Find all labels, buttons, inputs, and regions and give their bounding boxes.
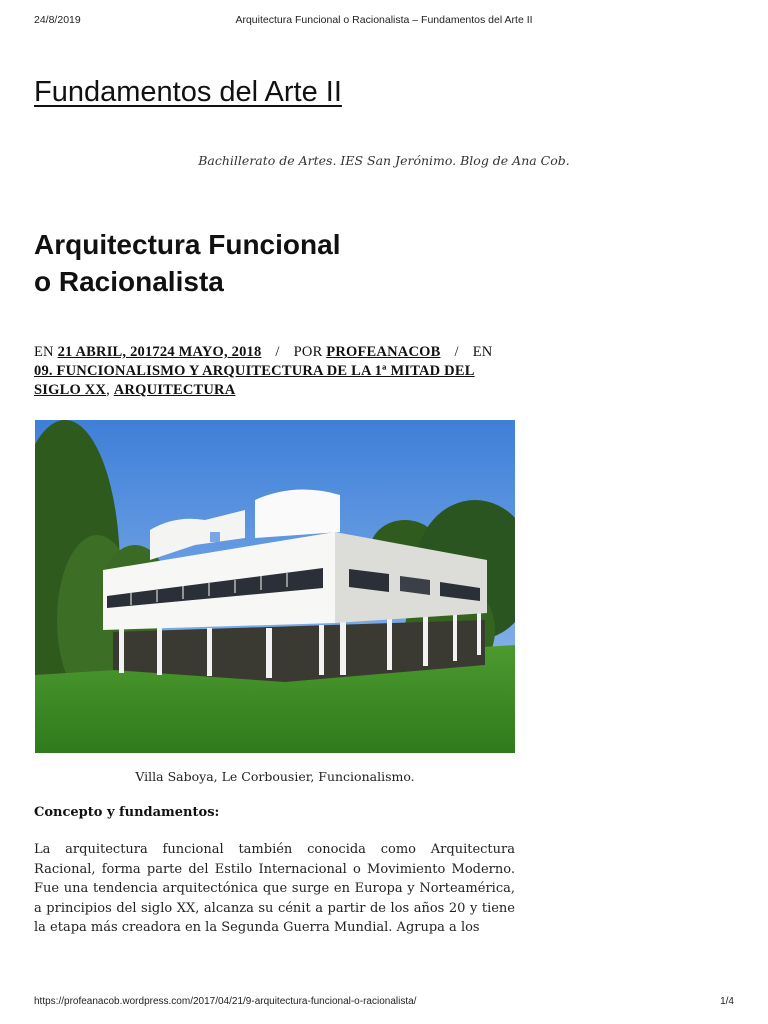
villa-savoye-illustration [35,420,515,753]
site-title-link[interactable]: Fundamentos del Arte II [34,76,342,108]
post-title [34,226,514,300]
post-title-line-1: Arquitectura Funcional [34,229,341,260]
meta-separator: / [454,344,459,360]
body-paragraph: La arquitectura funcional también conocida como Arquitectura Racional, forma parte del Estilo Internacional o Movimiento Moderno. Fue una tendencia arquitectónica que surge en Europa y Norteamérica, a principios del siglo XX, alcanza su cénit a partir de los años 20 y tiene la etapa más creadora en la Segunda Guerra Mundial. Agrupa a los [34,842,515,935]
meta-en-label: EN [34,344,54,360]
print-page-title: Arquitectura Funcional o Racionalista – Fundamentos del Arte II [235,14,533,26]
category-link-arquitectura[interactable]: ARQUITECTURA [113,382,236,398]
category-link-funcionalismo[interactable]: 09. FUNCIONALISMO Y ARQUITECTURA DE LA 1ª MITAD DEL SIGLO XX [34,363,475,398]
print-url: https://profeanacob.wordpress.com/2017/04/21/9-arquitectura-funcional-o-racionalista/ [34,996,417,1007]
print-footer [34,996,734,1012]
author-link[interactable]: PROFEANACOB [326,344,441,360]
print-header [34,14,734,32]
post-title-line-2: o Racionalista [34,266,224,297]
section-heading: Concepto y fundamentos: [34,805,220,820]
print-page-number: 1/4 [720,996,734,1007]
post-meta [34,343,514,400]
villa-savoye-photo [35,420,515,753]
meta-comma: , [106,382,110,398]
post-date-link[interactable]: 21 ABRIL, 201724 MAYO, 2018 [57,344,262,360]
meta-en-label-2: EN [472,344,493,360]
print-date: 24/8/2019 [34,14,81,26]
meta-separator: / [275,344,280,360]
image-caption: Villa Saboya, Le Corbousier, Funcionalismo. [135,769,415,784]
meta-por-label: POR [293,344,323,360]
site-tagline: Bachillerato de Artes. IES San Jerónimo. Blog de Ana Cob. [198,153,570,168]
